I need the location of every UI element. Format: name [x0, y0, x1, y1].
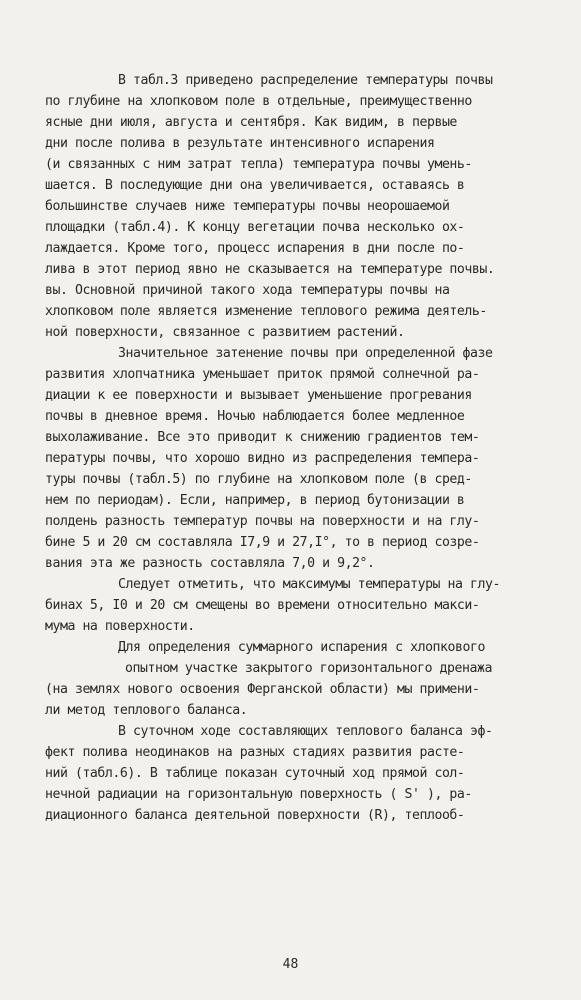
body-text — [45, 70, 570, 826]
text-line: Значительное затенение почвы при определенной фазе — [118, 346, 493, 361]
text-line: лива в этот период явно не сказывается на температуре почвы. — [45, 262, 495, 277]
text-line: бине 5 и 20 см составляла I7,9 и 27,I°, то в период созре- — [45, 535, 480, 550]
text-line: лаждается. Кроме того, процесс испарения в дни после по- — [45, 241, 465, 256]
text-line: В табл.3 приведено распределение температуры почвы — [118, 73, 493, 88]
text-line: дни после полива в результате интенсивного испарения — [45, 136, 435, 151]
text-line: бинах 5, I0 и 20 см смещены во времени относительно макси- — [45, 598, 480, 613]
text-line: пературы почвы, что хорошо видно из распределения темпера- — [45, 451, 480, 466]
text-line: мума на поверхности. — [45, 619, 195, 634]
text-line: диации к ее поверхности и вызывает уменьшение прогревания — [45, 388, 472, 403]
text-line: хлопковом поле является изменение теплового режима деятель- — [45, 304, 487, 319]
text-line: по глубине на хлопковом поле в отдельные, преимущественно — [45, 94, 472, 109]
text-line: почвы в дневное время. Ночью наблюдается более медленное — [45, 409, 465, 424]
text-line: развития хлопчатника уменьшает приток прямой солнечной ра- — [45, 367, 480, 382]
text-line: опытном участке закрытого горизонтального дренажа — [125, 661, 492, 676]
text-line: площадки (табл.4). К концу вегетации почва несколько ох- — [45, 220, 465, 235]
text-line: вы. Основной причиной такого хода температуры почвы на — [45, 283, 450, 298]
text-line: диационного баланса деятельной поверхности (R), теплооб- — [45, 808, 465, 823]
text-line: Для определения суммарного испарения с хлопкового — [118, 640, 485, 655]
text-line: туры почвы (табл.5) по глубине на хлопковом поле (в сред- — [45, 472, 472, 487]
text-line: (на землях нового освоения Ферганской области) мы примени- — [45, 682, 480, 697]
text-line: Следует отметить, что максимумы температуры на глу- — [118, 577, 500, 592]
text-line: шается. В последующие дни она увеличивается, оставаясь в — [45, 178, 465, 193]
text-line: В суточном ходе составляющих теплового баланса эф- — [118, 724, 493, 739]
text-line: нем по периодам). Если, например, в период бутонизации в — [45, 493, 465, 508]
text-line: выхолаживание. Все это приводит к снижению градиентов тем- — [45, 430, 480, 445]
text-line: ний (табл.6). В таблице показан суточный ход прямой сол- — [45, 766, 465, 781]
text-line: ли метод теплового баланса. — [45, 703, 248, 718]
text-line: ной поверхности, связанное с развитием растений. — [45, 325, 405, 340]
text-line: ясные дни июля, августа и сентября. Как видим, в первые — [45, 115, 457, 130]
text-line: полдень разность температур почвы на поверхности и на глу- — [45, 514, 480, 529]
text-line: фект полива неодинаков на разных стадиях развития расте- — [45, 745, 465, 760]
page-number: 48 — [282, 957, 299, 972]
text-line: большинстве случаев ниже температуры почвы неорошаемой — [45, 199, 450, 214]
text-line: вания эта же разность составляла 7,0 и 9,2°. — [45, 556, 375, 571]
text-line: (и связанных с ним затрат тепла) температура почвы умень- — [45, 157, 472, 172]
text-line: нечной радиации на горизонтальную поверхность ( S' ), ра- — [45, 787, 472, 802]
